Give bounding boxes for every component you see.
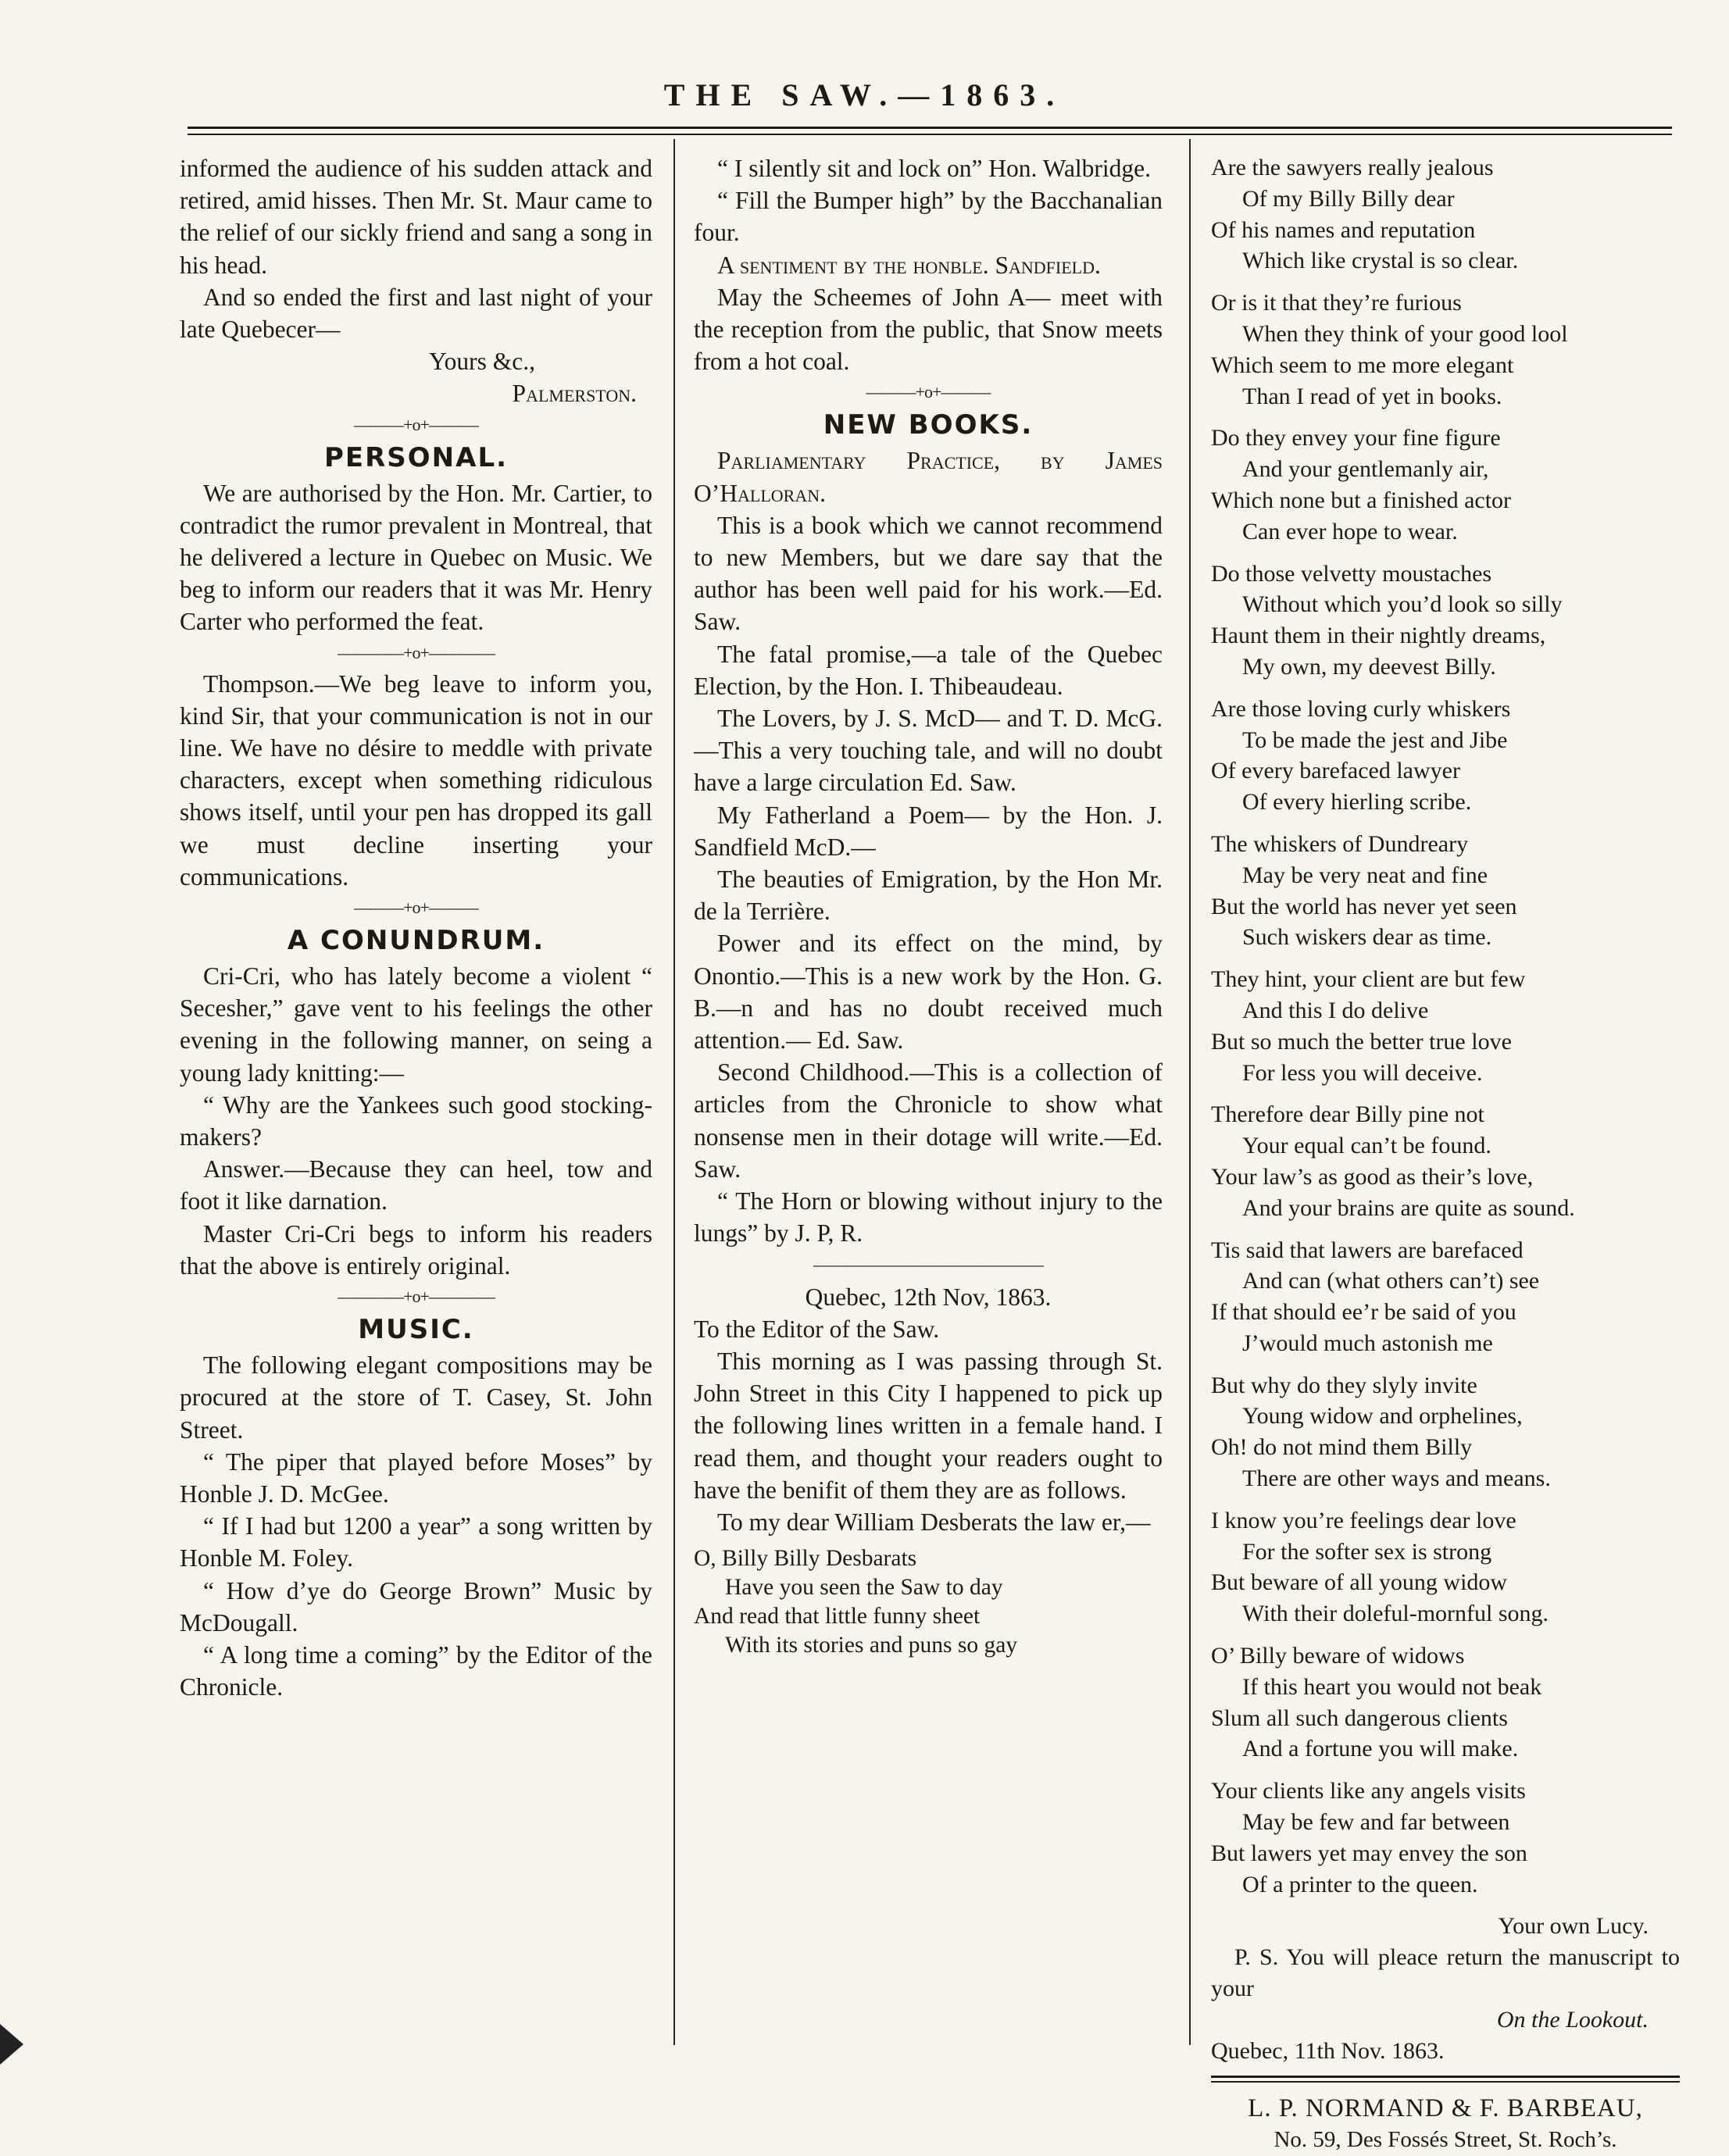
poem-line: There are other ways and means. xyxy=(1242,1465,1551,1492)
poem-line: Your clients like any angels visits xyxy=(1211,1778,1526,1804)
poem-line: My own, my deevest Billy. xyxy=(1242,653,1496,680)
poem-line: May be few and far between xyxy=(1242,1809,1510,1836)
poem-line: And can (what others can’t) see xyxy=(1242,1268,1540,1294)
poem xyxy=(694,1544,1163,1660)
poem-line: To be made the jest and Jibe xyxy=(1242,726,1508,753)
signature: Palmerston. xyxy=(512,380,637,408)
poem-line: Oh! do not mind them Billy xyxy=(1211,1434,1473,1461)
postscript: P. S. You will pleace return the manuscript to your xyxy=(1211,1944,1680,2002)
poem-line: Therefore dear Billy pine not xyxy=(1211,1101,1484,1128)
poem-line: But lawers yet may envey the son xyxy=(1211,1840,1527,1866)
poem-line: If this heart you would not beak xyxy=(1242,1673,1542,1700)
poem-line: Do they envey your fine figure xyxy=(1211,425,1501,452)
paragraph: This morning as I was passing through St. John Street in this City I happened to pick up the following lines written in a female hand. I read them, and thought your readers ought to have the benifit of them they are as follows. xyxy=(694,1347,1163,1504)
stanza xyxy=(1211,1505,1680,1629)
stanza xyxy=(1211,152,1680,277)
advertiser-address: No. 59, Des Fossés Street, St. Roch’s. xyxy=(1274,2127,1617,2153)
poem-line: Such wiskers dear as time. xyxy=(1242,924,1492,951)
dateline: Quebec, 12th Nov, 1863. xyxy=(805,1283,1052,1311)
poem-line: Are those loving curly whiskers xyxy=(1211,695,1511,722)
poem-line: For less you will deceive. xyxy=(1242,1059,1483,1086)
paragraph: Cri-Cri, who has lately become a violent “ Secesher,” gave vent to his feelings the other evening in the following manner, on seing a young lady knitting:— xyxy=(180,962,652,1087)
postscript-signature: On the Lookout. xyxy=(1496,2006,1649,2033)
column-rule xyxy=(673,139,675,2045)
paragraph: A sentiment by the honble. Sandfield. xyxy=(717,251,1101,279)
poem-line: Which like crystal is so clear. xyxy=(1242,248,1519,274)
poem-line: With their doleful-mornful song. xyxy=(1242,1601,1549,1627)
poem-line: Which seem to me more elegant xyxy=(1211,352,1514,378)
column-1 xyxy=(180,152,652,1703)
poem-line: Without which you’d look so silly xyxy=(1242,591,1563,618)
divider: ————+o+———— xyxy=(338,1287,495,1307)
paragraph: “ The piper that played before Moses” by Honble J. D. McGee. xyxy=(180,1447,652,1508)
section-heading: PERSONAL. xyxy=(323,441,509,473)
poem-line: Young widow and orphelines, xyxy=(1242,1403,1523,1430)
poem-line: But the world has never yet seen xyxy=(1211,893,1517,919)
paragraph: “ A long time a coming” by the Editor of the Chronicle. xyxy=(180,1640,652,1701)
poem-line: Or is it that they’re furious xyxy=(1211,290,1462,316)
divider: ———+o+——— xyxy=(354,898,478,918)
stanza xyxy=(1211,964,1680,1088)
poem-line: I know you’re feelings dear love xyxy=(1211,1507,1516,1533)
poem-line: Of every hierling scribe. xyxy=(1242,789,1472,816)
page-corner-mark xyxy=(0,2008,36,2065)
paragraph: “ How d’ye do George Brown” Music by McDougall. xyxy=(180,1576,652,1637)
poem-line: Of a printer to the queen. xyxy=(1242,1871,1478,1897)
section-heading: A CONUNDRUM. xyxy=(287,925,545,957)
stanza xyxy=(1211,1235,1680,1359)
signoff: Your own Lucy. xyxy=(1498,1913,1649,1940)
divider: ———+o+——— xyxy=(354,414,478,434)
book-entry: Parliamentary Practice, by James O’Halloran. xyxy=(694,447,1163,507)
top-rule xyxy=(188,127,1672,135)
paragraph: Answer.—Because they can heel, tow and foot it like darnation. xyxy=(180,1155,652,1215)
divider: —————————————— xyxy=(813,1254,1043,1274)
poem-line: The whiskers of Dundreary xyxy=(1211,830,1469,857)
stanza xyxy=(1211,1776,1680,1900)
book-entry: The beauties of Emigration, by the Hon Mr. de la Terrière. xyxy=(694,866,1163,926)
poem-line: Slum all such dangerous clients xyxy=(1211,1704,1508,1731)
poem-line: They hint, your client are but few xyxy=(1211,966,1526,993)
poem-line: But why do they slyly invite xyxy=(1211,1372,1477,1398)
poem-line: Have you seen the Saw to day xyxy=(725,1575,1003,1601)
paragraph: Thompson.—We beg leave to inform you, kind Sir, that your communication is not in our line. We have no désire to meddle with private characters, except when something ridiculous shows itself, until your pen has dropped its gall we must decline inserting your communications. xyxy=(180,669,652,891)
divider: ————+o+———— xyxy=(338,642,495,662)
section-heading: NEW BOOKS. xyxy=(823,409,1034,441)
book-entry: Power and its effect on the mind, by Onontio.—This is a new work by the Hon. G. B.—n and has no doubt received much attention.— Ed. Saw. xyxy=(694,930,1163,1055)
stanza xyxy=(1211,694,1680,818)
dateline: Quebec, 11th Nov. 1863. xyxy=(1211,2037,1445,2064)
salutation: To the Editor of the Saw. xyxy=(694,1315,940,1343)
poem-line: Your equal can’t be found. xyxy=(1242,1133,1491,1159)
poem-line: But so much the better true love xyxy=(1211,1028,1512,1055)
poem xyxy=(1211,152,1680,1900)
poem-line: When they think of your good lool xyxy=(1242,320,1568,347)
advertiser-name: L. P. NORMAND & F. BARBEAU, xyxy=(1248,2094,1643,2123)
poem-line: Tis said that lawers are barefaced xyxy=(1211,1237,1524,1263)
paragraph: The following elegant compositions may be procured at the store of T. Casey, St. John Street. xyxy=(180,1351,652,1444)
divider: ———+o+——— xyxy=(866,382,991,402)
poem-line: Haunt them in their nightly dreams, xyxy=(1211,623,1546,649)
paragraph: To my dear William Desberats the law er,— xyxy=(717,1508,1151,1536)
stanza xyxy=(1211,1640,1680,1765)
stanza xyxy=(1211,287,1680,412)
poem-line: And your brains are quite as sound. xyxy=(1242,1194,1575,1221)
paragraph: “ Fill the Bumper high” by the Bacchanalian four. xyxy=(694,187,1163,247)
poem-line: Can ever hope to wear. xyxy=(1242,518,1458,544)
book-entry: This is a book which we cannot recommend to new Members, but we dare say that the author has been well paid for his work.—Ed. Saw. xyxy=(694,511,1163,636)
poem-line: If that should ee’r be said of you xyxy=(1211,1299,1516,1326)
divider xyxy=(1211,2076,1680,2083)
paragraph: Master Cri-Cri begs to inform his readers that the above is entirely original. xyxy=(180,1219,652,1280)
paragraph: May the Scheemes of John A— meet with the reception from the public, that Snow meets from a hot coal. xyxy=(694,283,1163,376)
section-heading: MUSIC. xyxy=(358,1314,474,1346)
paragraph: “ If I had but 1200 a year” a song written by Honble M. Foley. xyxy=(180,1512,652,1572)
poem-line: And read that little funny sheet xyxy=(694,1604,981,1629)
stanza xyxy=(1211,829,1680,953)
poem-line: Your law’s as good as their’s love, xyxy=(1211,1163,1534,1190)
stanza xyxy=(1211,559,1680,683)
paragraph: informed the audience of his sudden attack and retired, amid hisses. Then Mr. St. Maur came to the relief of our sickly friend and sang a song in his head. xyxy=(180,155,652,279)
poem-line: Than I read of yet in books. xyxy=(1242,383,1502,409)
poem-line: Are the sawyers really jealous xyxy=(1211,155,1494,180)
book-entry: My Fatherland a Poem— by the Hon. J. Sandfield McD.— xyxy=(694,801,1163,861)
poem-line: Of his names and reputation xyxy=(1211,216,1476,243)
column-3 xyxy=(1211,152,1680,2156)
stanza xyxy=(1211,1370,1680,1494)
poem-line: O, Billy Billy Desbarats xyxy=(694,1546,917,1572)
paragraph: “ I silently sit and lock on” Hon. Walbridge. xyxy=(717,155,1152,182)
book-entry: “ The Horn or blowing without injury to the lungs” by J. P, R. xyxy=(694,1187,1163,1248)
poem-line: Do those velvetty moustaches xyxy=(1211,560,1492,587)
poem-line: Which none but a finished actor xyxy=(1211,487,1512,513)
poem-line: May be very neat and fine xyxy=(1242,862,1488,888)
poem-line: With its stories and puns so gay xyxy=(725,1633,1018,1658)
poem-line: For the softer sex is strong xyxy=(1242,1538,1492,1565)
book-entry: The Lovers, by J. S. McD— and T. D. McG.—This a very touching tale, and will no doubt have a large circulation Ed. Saw. xyxy=(694,705,1163,797)
column-2 xyxy=(694,152,1163,1660)
poem-line: And a fortune you will make. xyxy=(1242,1736,1519,1762)
poem-line: And your gentlemanly air, xyxy=(1242,456,1489,483)
poem-line: O’ Billy beware of widows xyxy=(1211,1643,1465,1669)
column-rule xyxy=(1189,139,1191,2045)
closing: Yours &c., xyxy=(429,348,535,376)
poem-line: But beware of all young widow xyxy=(1211,1569,1508,1596)
masthead: THE SAW.—1863. xyxy=(663,77,1066,112)
book-entry: Second Childhood.—This is a collection of articles from the Chronicle to show what nonsense men in their dotage will write.—Ed. Saw. xyxy=(694,1058,1163,1183)
poem-line: Of my Billy Billy dear xyxy=(1242,185,1455,212)
poem-line: J’would much astonish me xyxy=(1242,1330,1493,1356)
book-entry: The fatal promise,—a tale of the Quebec Election, by the Hon. I. Thibeaudeau. xyxy=(694,640,1163,700)
stanza xyxy=(1211,423,1680,547)
poem-line: Of every barefaced lawyer xyxy=(1211,758,1460,784)
paragraph: “ Why are the Yankees such good stocking-makers? xyxy=(180,1090,652,1151)
paragraph: And so ended the first and last night of your late Quebecer— xyxy=(180,283,652,344)
paragraph: We are authorised by the Hon. Mr. Cartier, to contradict the rumor prevalent in Montreal, that he delivered a lecture in Quebec on Music. We beg to inform our readers that it was Mr. Henry Carter who performed the feat. xyxy=(180,479,652,636)
poem-line: And this I do delive xyxy=(1242,997,1429,1023)
stanza xyxy=(1211,1099,1680,1223)
